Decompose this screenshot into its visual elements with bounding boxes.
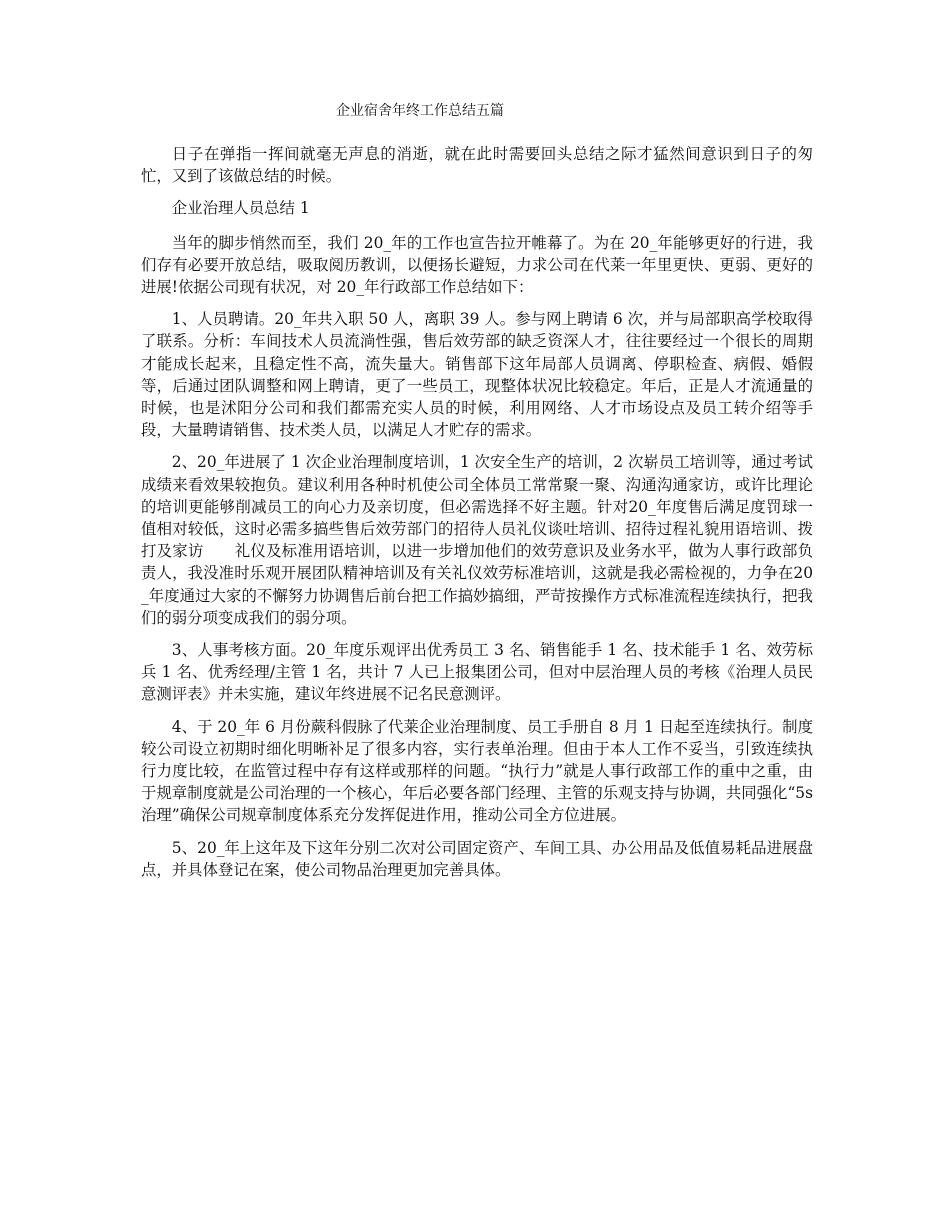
section-heading: 企业治理人员总结 1 [171,199,310,218]
document-title: 企业宿舍年终工作总结五篇 [336,103,504,119]
item-paragraph-inventory: 5、20_年上这年及下这年分别二次对公司固定资产、车间工具、办公用品及低值易耗品进展盘点，并具体登记在案，使公司物品治理更加完善具体。 [141,838,813,879]
summary-paragraph: 当年的脚步悄然而至，我们 20_年的工作也宣告拉开帷幕了。为在 20_年能够更好的行进，我们存有必要开放总结，吸取阅历教训，以便扬长避短，力求公司在代莱一年里更快、更弱、更好的进展!依据公司现有状况，对 20_年行政部工作总结如下： [141,233,813,297]
document-body [141,143,813,891]
item-paragraph-training: 2、20_年进展了 1 次企业治理制度培训，1 次安全生产的培训，2 次崭员工培训等，通过考试成绩来看效果较抱负。建议利用各种时机使公司全体员工常常聚一聚、沟通沟通家访，或许比理论的培训更能够削减员工的向心力及亲切度，但必需选择不好主题。针对20_年度售后满足度罚球一值相对较低，这时必需多搞些售后效劳部门的招待人员礼仪谈吐培训、招待过程礼貌用语培训、拨打及家访 礼仪及标准用语培训，以进一步增加他们的效劳意识及业务水平，做为人事行政部负责人，我没准时乐观开展团队精神培训及有关礼仪效劳标准培训，这就是我必需检视的，力争在20_年度通过大家的不懈努力协调售后前台把工作搞妙搞细，严苛按操作方式标准流程连续执行，把我们的弱分项变成我们的弱分项。 [141,453,813,627]
item-paragraph-regulations: 4、于 20_年 6 月份蕨科假脉了代莱企业治理制度、员工手册自 8 月 1 日起至连续执行。制度较公司设立初期时细化明晰补足了很多内容，实行表单治理。但由于本人工作不妥当，引致连续执行力度比较，在监管过程中存有这样或那样的问题。“执行力”就是人事行政部工作的重中之重，由于规章制度就是公司治理的一个核心，年后必要各部门经理、主管的乐观支持与协调，共同强化“5s 治理”确保公司规章制度体系充分发挥促进作用，推动公司全方位进展。 [141,717,813,825]
intro-paragraph: 日子在弹指一挥间就毫无声息的消逝，就在此时需要回头总结之际才猛然间意识到日子的匆忙，又到了该做总结的时候。 [141,145,813,186]
item-paragraph-recruitment: 1、人员聘请。20_年共入职 50 人，离职 39 人。参与网上聘请 6 次，并与局部职高学校取得了联系。分析：车间技术人员流淌性强，售后效劳部的缺乏资深人才，往往要经过一个很长的周期才能成长起来，且稳定性不高，流失量大。销售部下这年局部人员调离、停职检查、病假、婚假等，后通过团队调整和网上聘请，更了一些员工，现整体状况比较稳定。年后，正是人才流通量的时候，也是沭阳分公司和我们都需充实人员的时候，利用网络、人才市场设点及员工转介绍等手段，大量聘请销售、技术类人员，以满足人才贮存的需求。 [141,310,813,440]
item-paragraph-assessment: 3、人事考核方面。20_年度乐观评出优秀员工 3 名、销售能手 1 名、技术能手 1 名、效劳标兵 1 名、优秀经理/主管 1 名，共计 7 人已上报集团公司，但对中层治理人员的考核《治理人员民意测评表》并未实施，建议年终进展不记名民意测评。 [141,641,813,704]
